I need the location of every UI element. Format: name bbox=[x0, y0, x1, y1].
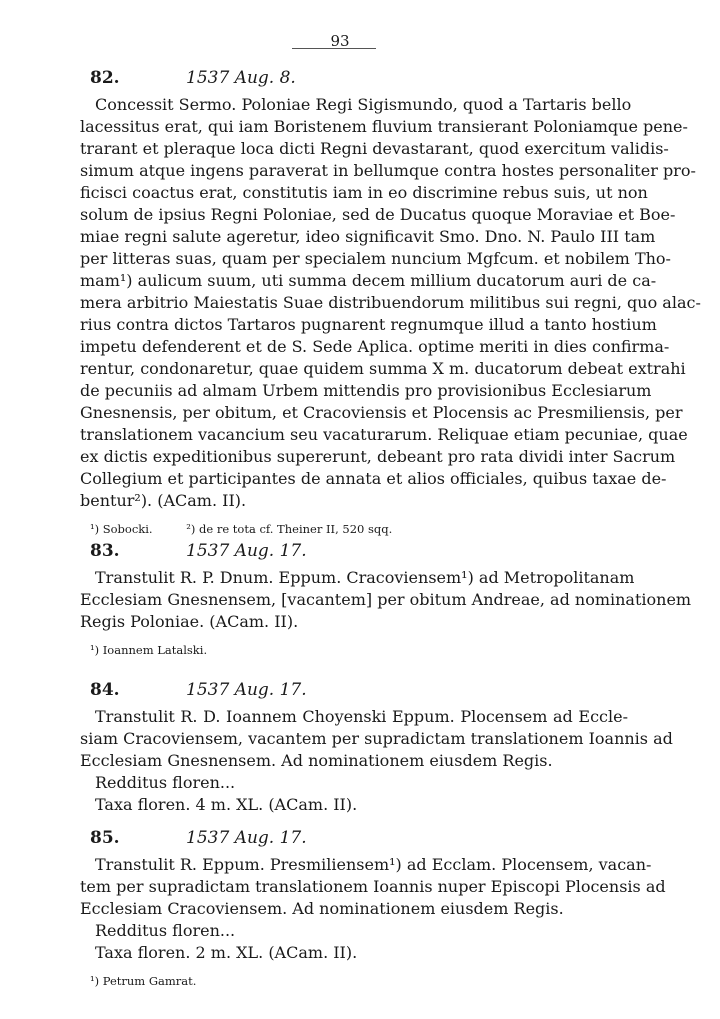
text-line: tem per supradictam translationem Ioannis nuper Episcopi Plocensis ad bbox=[80, 877, 666, 896]
entry-83 bbox=[80, 541, 692, 661]
text-line: Gnesnensis, per obitum, et Cracoviensis et Plocensis ac Presmiliensis, per bbox=[80, 403, 683, 422]
page-number: 93 bbox=[330, 32, 350, 50]
text-line: ficisci coactus erat, constitutis iam in eo discrimine rebus suis, ut non bbox=[80, 183, 648, 202]
text-line: simum atque ingens paraverat in bellumque contra hostes personaliter pro- bbox=[80, 161, 696, 180]
text-line: impetu defenderent et de S. Sede Aplica. optime meriti in dies confirma- bbox=[80, 337, 670, 356]
entry-number: 85. bbox=[90, 828, 120, 848]
entry-heading bbox=[80, 828, 628, 854]
text-line: de pecuniis ad almam Urbem mittendis pro provisionibus Ecclesiarum bbox=[80, 381, 652, 400]
text-line: Regis Poloniae. (ACam. II). bbox=[80, 612, 299, 631]
text-line: rius contra dictos Tartaros pugnarent regnumque illud a tanto hostium bbox=[80, 315, 657, 334]
text-line: Ecclesiam Gnesnensem, [vacantem] per obitum Andreae, ad nominationem bbox=[80, 590, 692, 609]
text-line: Collegium et participantes de annata et alios officiales, quibus taxae de- bbox=[80, 469, 667, 488]
page-number-rule bbox=[292, 48, 376, 49]
entry-heading bbox=[80, 68, 628, 94]
entry-date: 1537 Aug. 17. bbox=[186, 680, 307, 700]
text-line: trarant et pleraque loca dicti Regni devastarant, quod exercitum validis- bbox=[80, 139, 669, 158]
text-line: rentur, condonaretur, quae quidem summa X m. ducatorum debeat extrahi bbox=[80, 359, 686, 378]
entry-85 bbox=[80, 828, 666, 992]
footnote-line bbox=[80, 522, 628, 540]
footnote: ¹) Ioannem Latalski. bbox=[90, 643, 208, 657]
entry-number: 82. bbox=[90, 68, 120, 88]
text-line: Redditus floren... bbox=[95, 773, 236, 792]
text-line: solum de ipsius Regni Poloniae, sed de Ducatus quoque Moraviae et Boe- bbox=[80, 205, 676, 224]
footnote-line bbox=[80, 974, 628, 992]
entry-84 bbox=[80, 680, 673, 816]
entry-date: 1537 Aug. 8. bbox=[186, 68, 296, 88]
entry-heading bbox=[80, 541, 628, 567]
text-line: mam¹) aulicum suum, uti summa decem millium ducatorum auri de ca- bbox=[80, 271, 657, 290]
text-line: siam Cracoviensem, vacantem per supradictam translationem Ioannis ad bbox=[80, 729, 673, 748]
text-line: Redditus floren... bbox=[95, 921, 236, 940]
text-line: Concessit Sermo. Poloniae Regi Sigismundo, quod a Tartaris bello bbox=[95, 95, 632, 114]
entry-date: 1537 Aug. 17. bbox=[186, 541, 307, 561]
entry-heading bbox=[80, 680, 628, 706]
text-line: Transtulit R. D. Ioannem Choyenski Eppum. Plocensem ad Eccle- bbox=[95, 707, 628, 726]
text-line: translationem vacancium seu vacaturarum. Reliquae etiam pecuniae, quae bbox=[80, 425, 688, 444]
footnote: ¹) Sobocki. bbox=[90, 522, 153, 536]
footnote: ²) de re tota cf. Theiner II, 520 sqq. bbox=[186, 522, 393, 536]
text-line: Ecclesiam Cracoviensem. Ad nominationem eiusdem Regis. bbox=[80, 899, 564, 918]
text-line: bentur²). (ACam. II). bbox=[80, 491, 247, 510]
text-line: mera arbitrio Maiestatis Suae distribuendorum militibus sui regni, quo alac- bbox=[80, 293, 701, 312]
entry-number: 83. bbox=[90, 541, 120, 561]
text-line: lacessitus erat, qui iam Boristenem fluvium transierant Poloniamque pene- bbox=[80, 117, 688, 136]
text-line: Taxa floren. 4 m. XL. (ACam. II). bbox=[95, 795, 358, 814]
text-line: Ecclesiam Gnesnensem. Ad nominationem eiusdem Regis. bbox=[80, 751, 553, 770]
entry-number: 84. bbox=[90, 680, 120, 700]
entry-82 bbox=[80, 68, 701, 540]
text-line: ex dictis expeditionibus supererunt, debeant pro rata dividi inter Sacrum bbox=[80, 447, 676, 466]
text-line: miae regni salute ageretur, ideo significavit Smo. Dno. N. Paulo III tam bbox=[80, 227, 656, 246]
text-line: per litteras suas, quam per specialem nuncium Mgfcum. et nobilem Tho- bbox=[80, 249, 671, 268]
footnote: ¹) Petrum Gamrat. bbox=[90, 974, 197, 988]
text-line: Transtulit R. P. Dnum. Eppum. Cracoviensem¹) ad Metropolitanam bbox=[95, 568, 635, 587]
text-line: Taxa floren. 2 m. XL. (ACam. II). bbox=[95, 943, 358, 962]
footnote-line bbox=[80, 643, 628, 661]
text-line: Transtulit R. Eppum. Presmiliensem¹) ad Ecclam. Plocensem, vacan- bbox=[95, 855, 652, 874]
entry-date: 1537 Aug. 17. bbox=[186, 828, 307, 848]
